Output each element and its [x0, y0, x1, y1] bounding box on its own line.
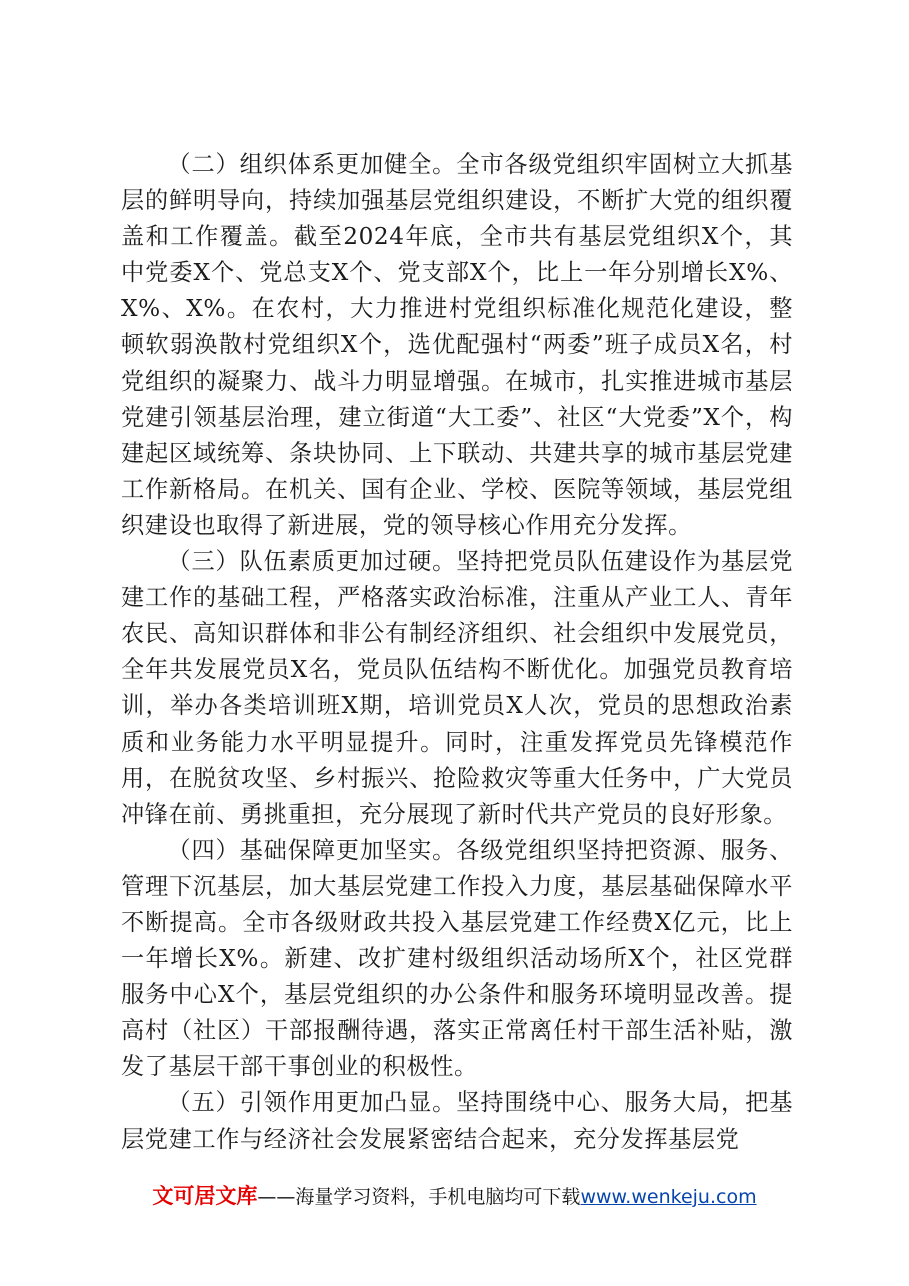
paragraph-organization-system	[121, 147, 793, 544]
paragraph-text: 坚持把党员队伍建设作为基层党建工作的基础工程，严格落实政治标准，注重从产业工人、青年农民、高知识群体和非公有制经济组织、社会组织中发展党员，全年共发展党员X名，党员队伍结构不断优化。加强党员教育培训，举办各类培训班X期，培训党员X人次，党员的思想政治素质和业务能力水平明显提升。同时，注重发挥党员先锋模范作用，在脱贫攻坚、乡村振兴、抢险救灾等重大任务中，广大党员冲锋在前、勇挑重担，充分展现了新时代共产党员的良好形象。	[121, 548, 793, 828]
footer-link[interactable]: www.wenkeju.com	[580, 1186, 757, 1208]
paragraph-text: 各级党组织坚持把资源、服务、管理下沉基层，加大基层党建工作投入力度，基层基础保障水平不断提高。全市各级财政共投入基层党建工作经费X亿元，比上一年增长X%。新建、改扩建村级组织活动场所X个，社区党群服务中心X个，基层党组织的办公条件和服务环境明显改善。提高村（社区）干部报酬待遇，落实正常离任村干部生活补贴，激发了基层干部干事创业的积极性。	[121, 836, 793, 1081]
paragraph-heading: （五）引领作用更加凸显。	[167, 1089, 457, 1117]
footer-brand: 文可居文库	[152, 1184, 258, 1208]
footer-banner	[0, 1181, 909, 1212]
paragraph-text: 全市各级党组织牢固树立大抓基层的鲜明导向，持续加强基层党组织建设，不断扩大党的组织覆盖和工作覆盖。截至2024年底，全市共有基层党组织X个，其中党委X个、党总支X个、党支部X个，比上一年分别增长X%、X%、X%。在农村，大力推进村党组织标准化规范化建设，整顿软弱涣散村党组织X个，选优配强村“两委”班子成员X名，村党组织的凝聚力、战斗力明显增强。在城市，扎实推进城市基层党建引领基层治理，建立街道“大工委”、社区“大党委”X个，构建起区域统筹、条块协同、上下联动、共建共享的城市基层党建工作新格局。在机关、国有企业、学校、医院等领域，基层党组织建设也取得了新进展，党的领导核心作用充分发挥。	[121, 151, 793, 539]
paragraph-basic-guarantee	[121, 833, 793, 1086]
paragraph-leading-role	[121, 1085, 793, 1157]
document-body	[121, 147, 793, 1158]
footer-slogan: ——海量学习资料，手机电脑均可下载	[257, 1186, 581, 1208]
paragraph-text: 坚持围绕中心、服务大局，把基层党建工作与经济社会发展紧密结合起来，充分发挥基层党	[121, 1089, 793, 1153]
paragraph-heading: （四）基础保障更加坚实。	[167, 836, 457, 864]
paragraph-heading: （二）组织体系更加健全。	[167, 151, 457, 178]
paragraph-team-quality	[121, 544, 793, 833]
paragraph-heading: （三）队伍素质更加过硬。	[167, 548, 457, 576]
